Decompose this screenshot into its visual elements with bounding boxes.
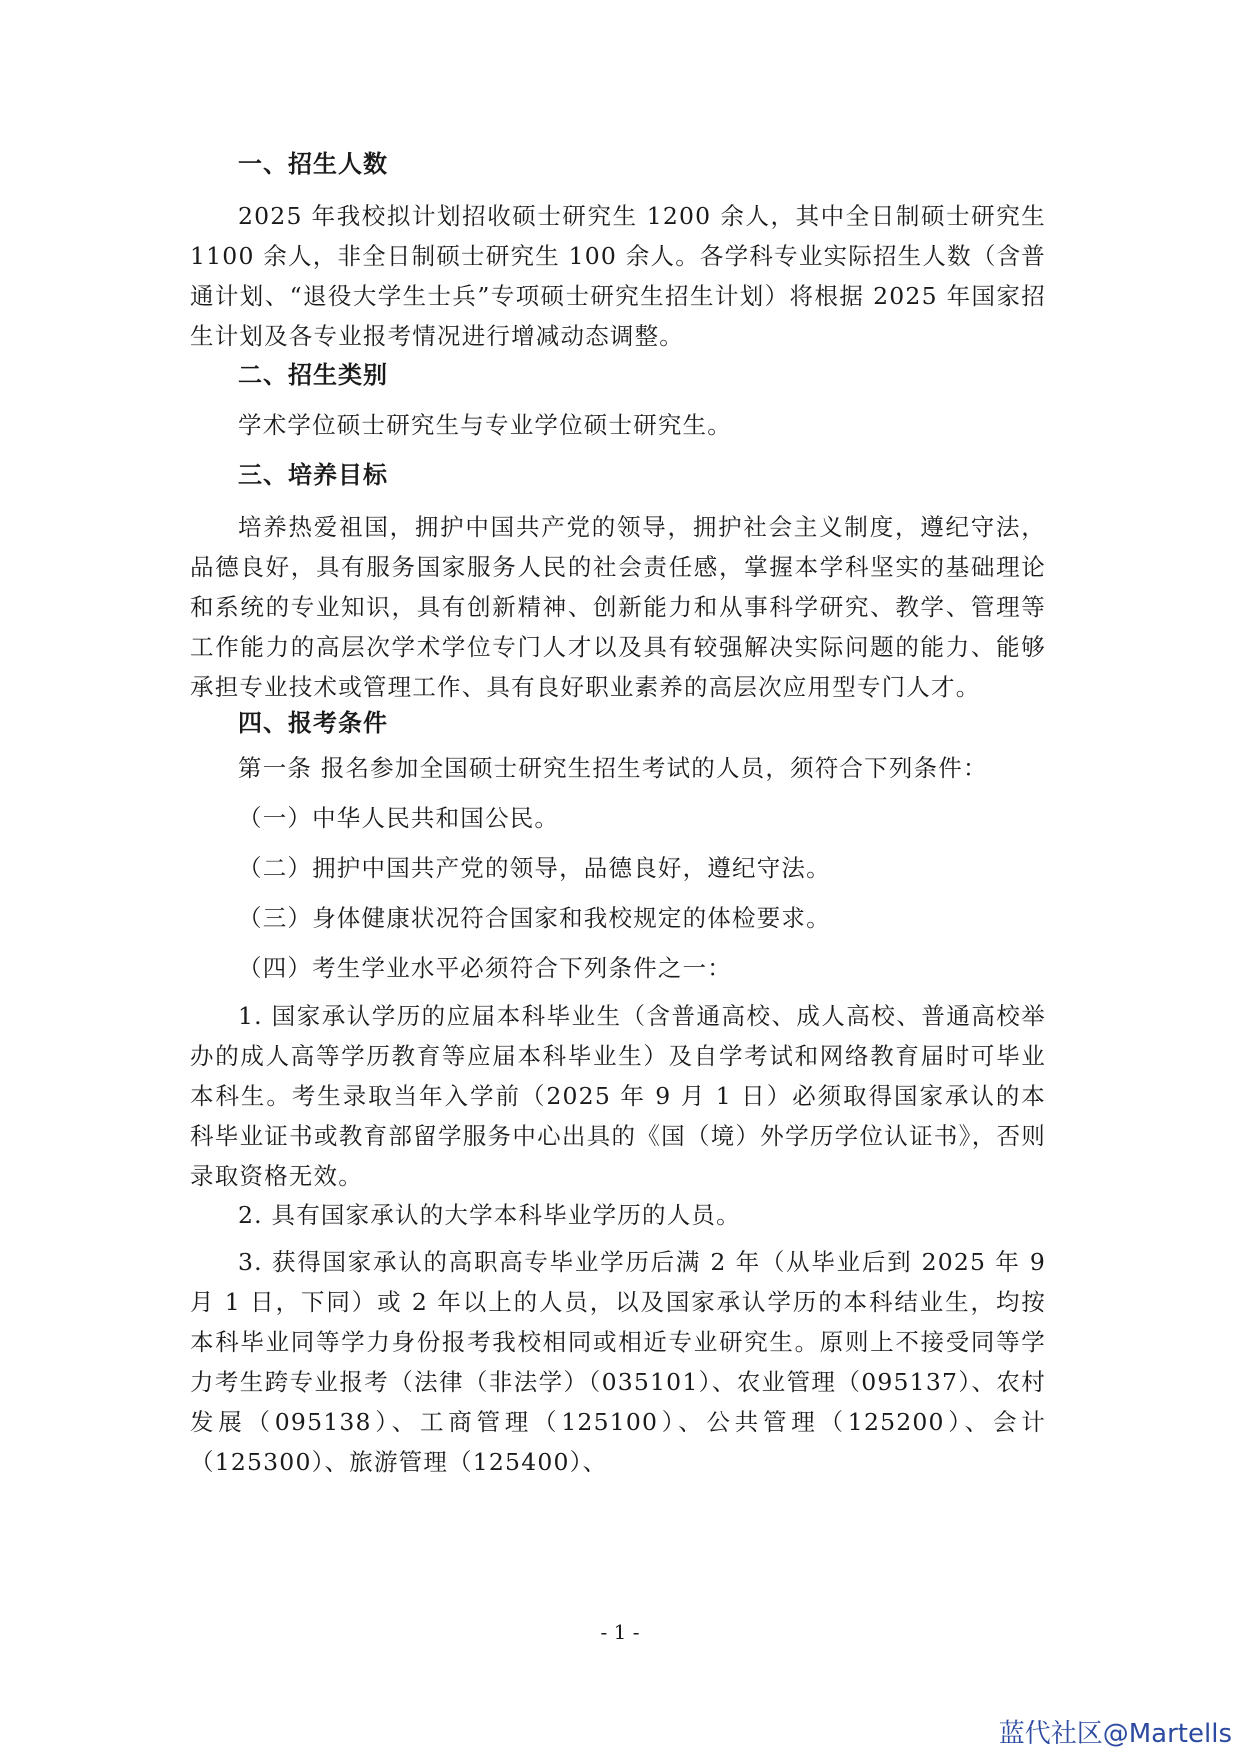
section-heading-training-objective: 三、培养目标 xyxy=(238,461,388,489)
paragraph-enrollment-number: 2025 年我校拟计划招收硕士研究生 1200 余人，其中全日制硕士研究生 1100 余人，非全日制硕士研究生 100 余人。各学科专业实际招生人数（含普通计划、“退役大学生士兵”专项硕士研究生招生计划）将根据 2025 年国家招生计划及各专业报考情况进行增减动态调整。 xyxy=(190,202,1046,350)
paragraph-enrollment-category: 学术学位硕士研究生与专业学位硕士研究生。 xyxy=(238,411,732,439)
paragraph-training-objective: 培养热爱祖国，拥护中国共产党的领导，拥护社会主义制度，遵纪守法，品德良好，具有服务国家服务人民的社会责任感，掌握本学科坚实的基础理论和系统的专业知识，具有创新精神、创新能力和从事科学研究、教学、管理等工作能力的高层次学术学位专门人才以及具有较强解决实际问题的能力、能够承担专业技术或管理工作、具有良好职业素养的高层次应用型专门人才。 xyxy=(190,513,1046,701)
section-heading-enrollment-number: 一、招生人数 xyxy=(238,150,388,178)
watermark-text: 蓝代社区@Martells xyxy=(998,1719,1232,1749)
academic-condition-2: 2. 具有国家承认的大学本科毕业学历的人员。 xyxy=(238,1201,741,1229)
article-one-text: 第一条 报名参加全国硕士研究生招生考试的人员，须符合下列条件： xyxy=(238,754,988,782)
academic-condition-1: 1. 国家承认学历的应届本科毕业生（含普通高校、成人高校、普通高校举办的成人高等学历教育等应届本科毕业生）及自学考试和网络教育届时可毕业本科生。考生录取当年入学前（2025 年 9 月 1 日）必须取得国家承认的本科毕业证书或教育部留学服务中心出具的《国（境）外学历学位认证书》，否则录取资格无效。 xyxy=(190,1002,1046,1190)
condition-item-1: （一）中华人民共和国公民。 xyxy=(238,804,560,832)
page-number: - 1 - xyxy=(600,1620,640,1644)
academic-condition-3: 3. 获得国家承认的高职高专毕业学历后满 2 年（从毕业后到 2025 年 9 月 1 日，下同）或 2 年以上的人员，以及国家承认学历的本科结业生，均按本科毕业同等学力身份报考我校相同或相近专业研究生。原则上不接受同等学力考生跨专业报考（法律（非法学）（035101）、农业管理（095137）、农村发展（095138）、工商管理（125100）、公共管理（125200）、会计（125300）、旅游管理（125400）、 xyxy=(190,1248,1046,1476)
section-heading-enrollment-category: 二、招生类别 xyxy=(238,361,388,389)
condition-item-3: （三）身体健康状况符合国家和我校规定的体检要求。 xyxy=(238,904,831,932)
condition-item-4: （四）考生学业水平必须符合下列条件之一： xyxy=(238,954,732,982)
section-heading-application-conditions: 四、报考条件 xyxy=(238,709,388,737)
condition-item-2: （二）拥护中国共产党的领导，品德良好，遵纪守法。 xyxy=(238,854,831,882)
